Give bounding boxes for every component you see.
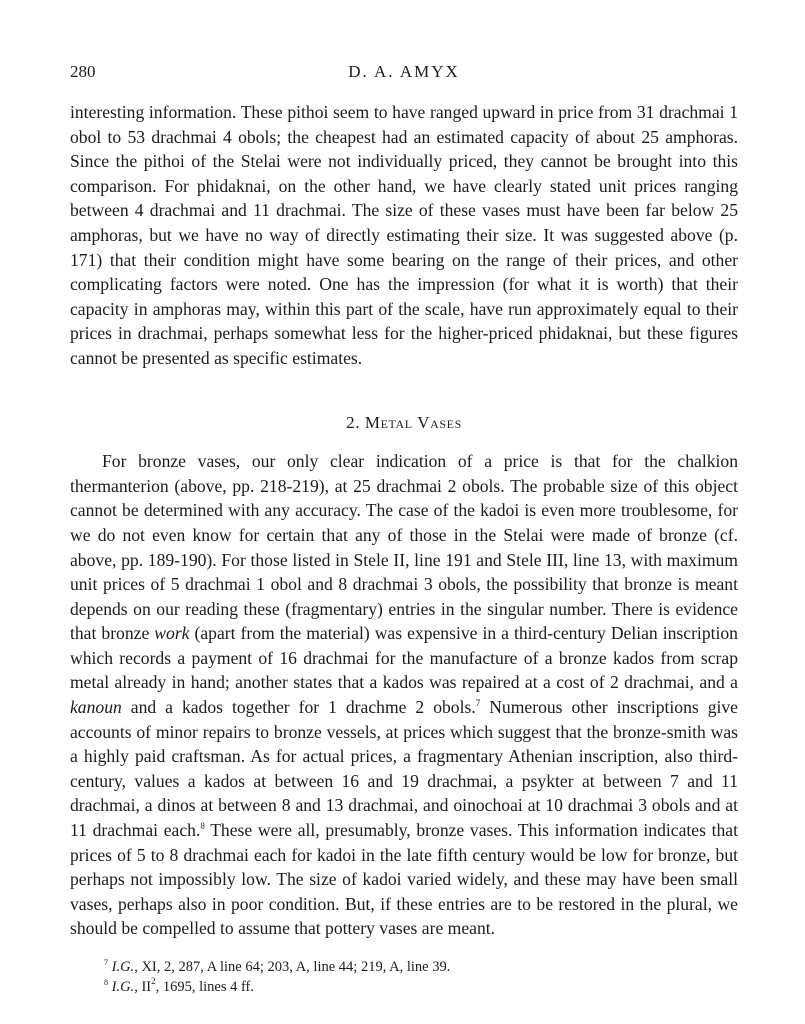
paragraph-continued: interesting information. These pithoi seem to have ranged upward in price from 31 drachmai 1 obol to 53 drachmai 4 obols; the cheapest had an estimated capacity of about 25 amphoras. Since the pithoi of the Stelai were not individually priced, they cannot be brought into this comparison. For phidaknai, on the other hand, we have clearly stated unit prices ranging between 4 drachmai and 11 drachmai. The size of these vases must have been far below 25 amphoras, but we have no way of directly estimating their size. It was suggested above (p. 171) that their condition might have some bearing on the range of their prices, and other complicating factors were noted. One has the impression (for what it is worth) that their capacity in amphoras may, within this part of the scale, have run approximately equal to their prices in drachmai, perhaps somewhat less for the higher-priced phidaknai, but these figures cannot be presented as specific estimates. <box>70 102 738 368</box>
body-text <box>70 100 738 941</box>
footnote <box>104 957 738 977</box>
section-number: 2. <box>346 412 361 432</box>
text-run: and a kados together for 1 drachme 2 obols. <box>130 697 476 718</box>
footnote-text: , II <box>134 979 152 995</box>
italic-term: work <box>154 623 190 644</box>
text-run: Numerous other inscriptions give accounts of minor repairs to bronze vessels, at prices which suggest that the bronze-smith was a highly paid craftsman. As for actual prices, a fragmentary Athenian inscription, also third-century, values a kados at between 16 and 19 drachmai, a psykter at between 7 and 11 drachmai, a dinos at between 8 and 13 drachmai, and oinochoai at 10 drachmai 3 obols and at 11 drachmai each. <box>70 697 738 841</box>
text-run: (apart from the material) was expensive in a third-century Delian inscription which records a payment of 16 drachmai for the manufacture of a bronze kados from scrap metal already in hand; another states that a kados was repaired at a cost of 2 drachmai, and a <box>70 623 738 693</box>
footnote-source: I.G. <box>111 979 135 995</box>
footnote <box>104 977 738 997</box>
page-header <box>70 60 738 86</box>
section-heading <box>70 411 738 436</box>
paragraph-metal-vases <box>70 449 738 941</box>
page-number: 280 <box>70 62 96 81</box>
footnote-number: 7 <box>104 958 108 967</box>
footnote-ref[interactable]: 7 <box>475 698 481 709</box>
italic-term: kanoun <box>70 697 122 718</box>
page <box>70 60 738 997</box>
footnote-text: , XI, 2, 287, A line 64; 203, A, line 44; 219, A, line 39. <box>134 959 451 975</box>
footnote-ref[interactable]: 8 <box>200 821 205 832</box>
footnote-number: 8 <box>104 978 108 987</box>
footnote-source: I.G. <box>111 959 135 975</box>
footnote-text: , 1695, lines 4 ff. <box>155 979 255 995</box>
text-run: For bronze vases, our only clear indication of a price is that for the chalkion thermanterion (above, pp. 218-219), at 25 drachmai 2 obols. The probable size of this object cannot be determined with any accuracy. The case of the kadoi is even more troublesome, for we do not even know for certain that any of those in the Stelai were made of bronze (cf. above, pp. 189-190). For those listed in Stele II, line 191 and Stele III, line 13, with maximum unit prices of 5 drachmai 1 obol and 8 drachmai 3 obols, the possibility that bronze is meant depends on our reading these (fragmentary) entries in the singular number. There is evidence that bronze <box>70 451 738 644</box>
running-head: D. A. AMYX <box>348 62 460 81</box>
footnotes <box>70 957 738 997</box>
footnote-superscript: 2 <box>151 976 156 986</box>
text-run: These were all, presumably, bronze vases. This information indicates that prices of 5 to 8 drachmai each for kadoi in the late fifth century would be low for bronze, but perhaps not impossibly low. The size of kadoi varied widely, and these may have been small vases, perhaps also in poor condition. But, if these entries are to be restored in the plural, we should be compelled to assume that pottery vases are meant. <box>70 820 738 939</box>
section-title: Metal Vases <box>364 412 462 432</box>
